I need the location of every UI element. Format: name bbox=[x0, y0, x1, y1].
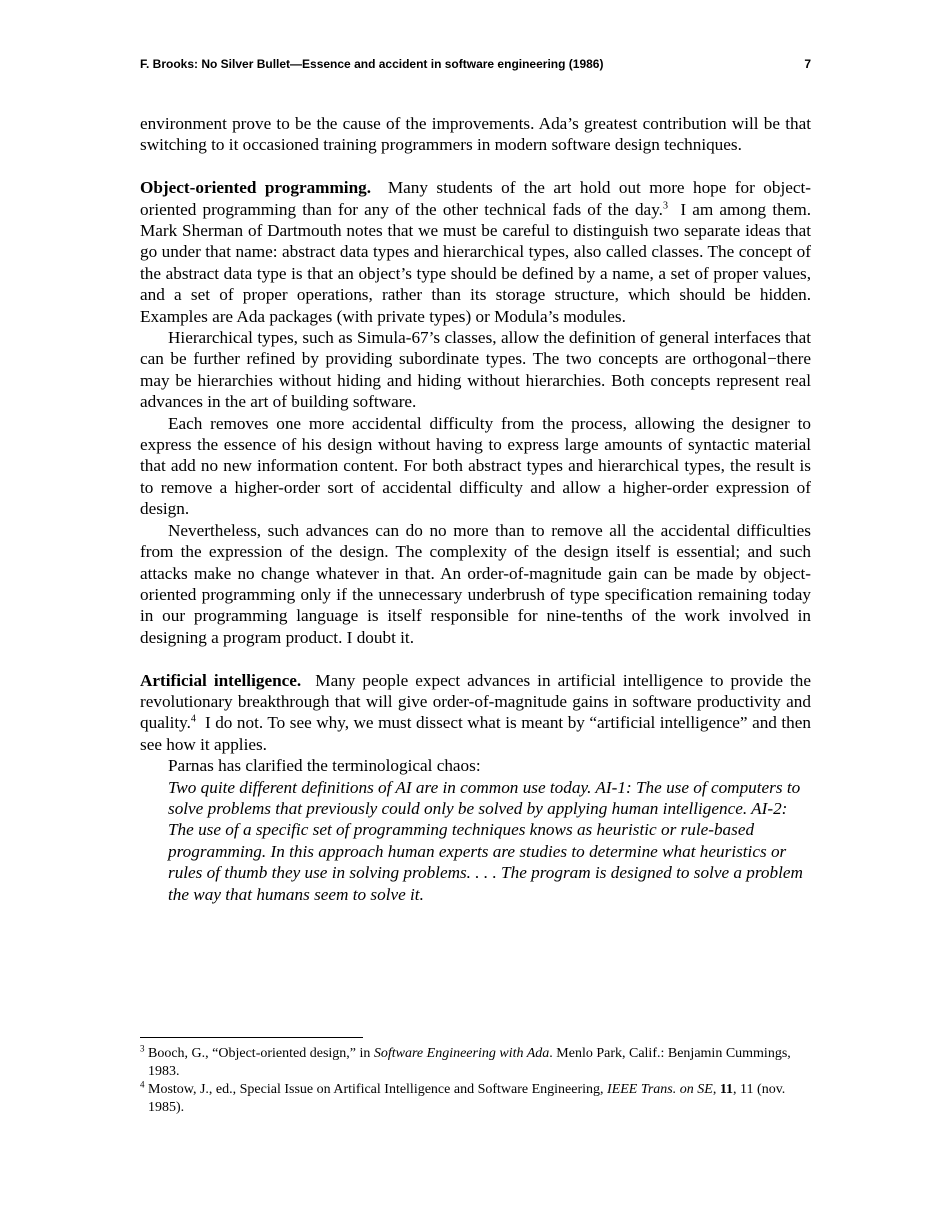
oop-text-2: I am among them. Mark Sherman of Dartmouth notes that we must be careful to distinguish two separate ideas that go under that name: abstract data types and hierarchical types, also called classes. The concept of the abstract data type is that an object’s type should be defined by a name, a set of proper values, and a set of proper operations, rather than its storage structure, which should be hidden. Examples are Ada packages (with private types) or Modula’s modules. bbox=[140, 199, 811, 326]
running-title: F. Brooks: No Silver Bullet—Essence and accident in software engineering (1986) bbox=[140, 57, 604, 71]
footnotes bbox=[140, 1045, 811, 1117]
footnote-text: , 11 (nov. 1985). bbox=[148, 1082, 786, 1115]
footnote-text: , bbox=[712, 1082, 720, 1097]
footnote-ref-4[interactable]: 4 bbox=[190, 713, 196, 725]
oop-text-1: Many students of the art hold out more hope for object-oriented programming than for any of the other technical fads of the day. bbox=[140, 178, 812, 219]
footnote-title: Software Engineering with Ada bbox=[373, 1046, 550, 1061]
footnote-rule bbox=[140, 1037, 363, 1038]
quote-intro: Parnas has clarified the terminological chaos: bbox=[168, 756, 481, 776]
footnote-text: Mostow, J., ed., Special Issue on Artifical Intelligence and Software Engineering, bbox=[148, 1082, 608, 1097]
section-heading-ai: Artificial intelligence. bbox=[140, 670, 302, 690]
body-text bbox=[140, 113, 811, 905]
footnote-4 bbox=[140, 1081, 811, 1117]
paragraph-hierarchical: Hierarchical types, such as Simula-67’s classes, allow the definition of general interfaces that can be further refined by providing subordinate types. The two concepts are orthogonal−there may be hierarchies without hiding and hiding without hierarchies. Both concepts represent real advances in the art of building software. bbox=[140, 328, 811, 412]
page-number: 7 bbox=[804, 57, 811, 71]
ai-text-1: Many people expect advances in artificial intelligence to provide the revolutionary breakthrough that will give order-of-magnitude gains in software productivity and quality. bbox=[140, 670, 811, 733]
paragraph-each: Each removes one more accidental difficulty from the process, allowing the designer to express the essence of his design without having to express large amounts of syntactic material that add no new information content. For both abstract types and hierarchical types, the result is to remove a higher-order sort of accidental difficulty and allow a higher-order expression of design. bbox=[140, 413, 811, 519]
ai-text-2: I do not. To see why, we must dissect what is meant by “artificial intelligence” and then see how it applies. bbox=[140, 713, 812, 754]
footnote-number: 4 bbox=[140, 1079, 145, 1090]
footnote-ref-3[interactable]: 3 bbox=[662, 199, 668, 211]
paragraph-oop bbox=[140, 177, 811, 327]
footnote-volume: 11 bbox=[719, 1082, 734, 1097]
block-quote: Two quite different definitions of AI are in common use today. AI-1: The use of computers to solve problems that previously could only be solved by applying human intelligence. AI-2: The use of a specific set of programming techniques knows as heuristic or rule-based programming. In this approach human experts are studies to determine what heuristics or rules of thumb they use in solving problems. . . . The program is designed to solve a problem the way that humans seem to solve it. bbox=[168, 777, 803, 904]
footnote-3 bbox=[140, 1045, 811, 1081]
paragraph-ai bbox=[140, 670, 811, 756]
section-heading-oop: Object-oriented programming. bbox=[140, 178, 372, 198]
footnote-text: . Menlo Park, Calif.: Benjamin Cummings, 1983. bbox=[148, 1046, 791, 1079]
footnote-text: Booch, G., “Object-oriented design,” in bbox=[148, 1046, 374, 1061]
paragraph-continuation: environment prove to be the cause of the improvements. Ada’s greatest contribution will be that switching to it occasioned training programmers in modern software design techniques. bbox=[140, 114, 811, 155]
running-header bbox=[140, 57, 811, 71]
footnote-title: IEEE Trans. on SE bbox=[607, 1082, 713, 1097]
footnote-number: 3 bbox=[140, 1043, 145, 1054]
paragraph-nevertheless: Nevertheless, such advances can do no more than to remove all the accidental difficulties from the expression of the design. The complexity of the design itself is essential; and such attacks make no change whatever in that. An order-of-magnitude gain can be made by object-oriented programming only if the unnecessary underbrush of type specification remaining today in our programming language is itself responsible for nine-tenths of the work involved in designing a program product. I doubt it. bbox=[140, 520, 811, 647]
